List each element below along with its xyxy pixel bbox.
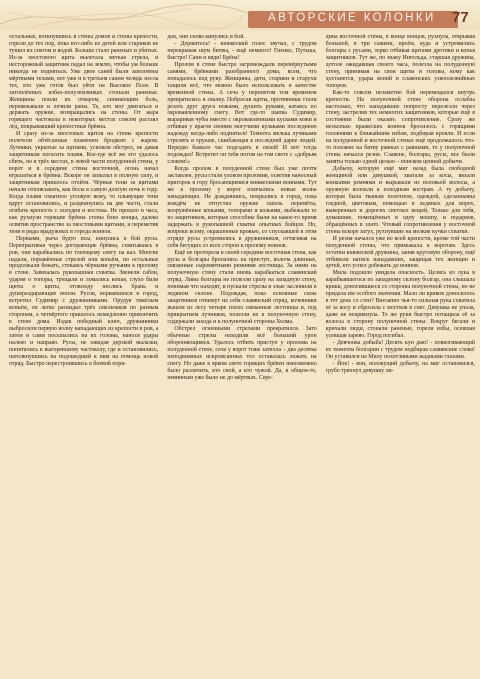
article-body xyxy=(9,34,475,675)
paragraph: Ещё не проторела в своей середине восточная стена, как русы и болгары бросились на приступ, волоча длинные, связанные сыромятными ремнями лестницы. За ними на полуночную стену стали вновь карабкаться славянский отряд. Ливы болгары не полезли сразу на западную стену, понимая что находят, и пускали стрелы и злые заслонили в ледяном склоне. Подождав, пока основные силы защитников отнимут на себя славянский отряд, кочевники вышли из лесу четыре плохо связанные лестницы и, под прикрытием лучников, полезли их к полуночную стену, содержали захода и к полуночной стороны Холма. xyxy=(167,249,317,326)
paragraph: Мила подошло увидела опасность. Целясь из лука в карабкавшегося по западному склону болгар, она слышала крики, доносившиеся со стороны полуночной стены, но не придала им особого значения. Мало ли кривов доносилось в тот день со стен? Внезапно чья-то сильная рука схватила её за косу и сбросила с мостков в снег. Девушка не упала, даже не вскрикнула. Те же руки быстро потащила её за волосы в сторону полуночной стены. Вокруг бегали и кричали люди, стонали раненые, горели избы, осевшая усевшая зарево. Город погибал. xyxy=(325,270,475,339)
page-header xyxy=(0,0,480,30)
column-2 xyxy=(167,34,316,675)
paragraph: - Девчонка добыба! Десять кун даю! - повизгивающий из темноты болгарин с трудом подбирая славянские слова! Он уставился на Милу похотливыми жадными глазами. xyxy=(325,339,475,360)
paragraph: И резня начался уже во всей крепости, кроме той части полуденной стены, что примыкала к воротам. Здесь остатки княжеской дружины, заняв круговую оборону, ещё отбивали натиск нападавших, защищая тех женщин и детей, кто успел добежать до воинов. xyxy=(325,235,475,270)
paragraph: Когда пролом в полуденной стене был уже почти заставлен, русы стали уловом проломив, осветив наносный пригорок в гору бросающимися княжескими воинами. Тут же к пролому у ворот помчались новые волна нападающих. Не дождавшись, покрылись в город, пока вождём не отпустил оружие сквозь перемёты, вооружённые копьями, топорами и кольями, выбежали те из защитников, которые способны были на какое-то время задержать в рукопашной схватке опытных бойцов. Но, вопреки всему, окрашенные кровью, со спускавшей в этом отряде русы устремились в дружинников, оттягивая на себя бегущих со всех сторон к пролому воинов. xyxy=(167,166,317,249)
paragraph: Пролом в стене быстро загромождали перевёрнутыми санями, брёвнами разобранного дома, всем, что попадалось под руку. Женщины, дети, старики и старухи тащили всё, что можно было использовать в качестве временной стены. А сеча у переметом тем временем превратилась в свалку. Побросав щиты, противники стали резать друг друга ножами, душить руками, катаясь по окровавленному снегу. Вот где-то шапка Судимир, выраривая чубы вместе с окровавленными кусками кожи и отбивая у врагов своими могучими кулаками последнюю надежду когда-либо подняться! Темнота мелька лучиками стрелять в оруьше, сшибающая к последней дарке людей. Нередко бывало час подгадать в своей! И вот тогда подождал! Встретит он тебя потом на том свете с «добрым словом!» xyxy=(167,61,317,166)
paragraph: дина восточной стены, в конце концов, рухнула, открывая большой, в три сажени, проём, куда и устремились болгары с русами, зорко отбивая щитами дротики и копья защитников. Тут же, по знаку Ингельда, старшая дружина, дотоле ожидавшая своего часа, полезла на полуденную стену, принимая на свои щиты и головы, кому как достанется, удары копий и славенских узкоолезвийных топоров. xyxy=(325,34,475,89)
section-title: АВТОРСКИЕ КОЛОНКИ xyxy=(268,12,436,24)
paragraph: док, они снова кинулись в бой. xyxy=(167,34,245,40)
paragraph: остальные, воткнувшись в стены домов и стены крепости, горели до тех пор, пока кто-либо из детей или стариков не тушил их снегом и водой. Больше стало раненых и убитых. Из-за хвостового щита вылетала меткая стрела, и несторожный защитник падал на землю, чтобы уж больше никогда не подняться. Уже двое саней были заполнены мёртвыми телами, вот уже и в третьем санем челядь несла тех, кто уже готов был уйти на Высокое Поле. В хатоплённых избах-полуземлянках стонали раненые. Женщины поили их отваром, снимающим боль, перевязывали и лечили раны. Те, кто мог двигаться и держать оружие, возвращались на стены. От жара горящего частокола в некоторых местах совсем растаял лёд, покрывавший крепостные брёвна. xyxy=(9,34,159,131)
page-number: 77 xyxy=(452,9,469,26)
column-3 xyxy=(326,34,475,675)
paragraph: Как-то совсем незаметно бой перемещался внутрь крепости. На полуночной стене оборона ослабла настолько, что нападавшие попросту перелезли через стену, застрелив тех немногих защитников, которые ещё в состоянии были оказать сопротивление. Сразу же несколько вражеских воинов бросилось с горящими головнями к ближайшим избам, подбирая кровли. И если на полуденной и восточной стенах ещё продолжалось что-то похожее на битву равных с равными, то у полуночной стены начался резня. Славене, болгары, русы, все были заняты только одной целью – поиском ценной добычи. xyxy=(325,89,475,166)
paragraph: Обстрел огненными стрелами прекратился. Зато обычные стрелы находили всё больший урон обороняющимся. Удалось отбить приступ у пролома на полуденной стене, сеча у ворот тоже затихла – два десятка неподвижных искромсанных тел оставалась лежать на снегу. Но даже в ярком свете горящих брёвен невозможно было различить, кто свой, а кто чужой. Да, в общем-то, невинным уже было не до мёртвых. Серe- xyxy=(167,326,317,381)
paragraph: Первыми, рыча будто псы, кинулись в бой русы. Перепрыгивая через догорающие брёвна, схватываясь в ров, они карабкались по тлеющему снегу на вал. Многие падали, поражённые стрелой или копьём, но остальные продолжали бежать, стекаясь чёрными ручьями к пролому в стене. Завязалась рукопашная схватка. Звенели сабли, ударяя о топоры, трещали и ломались копья, глухо били щиты о щиты, отовсюду неслись брань и душераздирающие вопли. Русов, ворвавшихся в город, встретил Судимир с дружинниками. Орудуя тяжёлым копьём, он легко раскидал трёх смельчаков по разным сторонам, а четвёртого пришлось немедленно прикончить в стене дома. Издав победный клич, дружинники выбросили первую волну нападающих из крепости в ров, а затем и сами посыпались на их головы, нанося удары налево и направо. Русы, не ожидая дерзкой вылазки, попятились к выгоревшему частоколу, где и остановились, натолкнувшись на подошедшей к ним на помощь новой отряд. Быстро перестроившись в боевой поря- xyxy=(9,235,159,367)
paragraph: И сразу из-за хвостовых щитов на стены крепости полетели обтёсанные пламенем бродкою с жаром. Лучники, укрытые за щитами, усилили обстрел, не давая защитникам погасить пламя. Кое-где всё же его удалось сбить, но в трёх местах, в левой части полуденной стены, у ворот и в середине стены восточной, огонь начал вгрызаться в брёвна. Вскоре он запылал в полную силу, и защитникам пришлось отойти. Чёрные тени за щитами начали отплясывать, как бесы в самую долгую ночь в году. Когда пламя охватило угловую вежу, то плывущие тени вдруг остановились, и раздвинулись на две части, стали огибать крепость с полудня и востока. Не прошло и часа, как рухнули горящие брёвна стены близ концы, далеко освятив пространство за хвостовыми щитами, и переметив тени в ряды врадужных в города воинов. xyxy=(9,131,159,235)
column-1 xyxy=(9,34,158,675)
paragraph: Добычу, которую ещё миг назад была свободной женщиной или девушкой, хватали за косы, вязали конкьими ремнями и вырывали из воловьей волосы, а оружную волокли к походным кострам. А ту добычу, которая была тканым полотном, одеждой, сделаннаяна гледной, цветовым, помощью в ледяных для ворох, выверенных и дорогих светлых вещей, Только для тебя, домашние, помещённых в одну мошну, и подарков, обращённых в злато. Чтовый сопротивления у восточной стены вскоре затух, рухнувшие на мелкие кучки схватки. xyxy=(325,166,475,235)
paragraph: - Йок! - вон, волокущий добычу, на миг остановился, грубо тряхнул девушку ли- xyxy=(325,360,475,374)
paragraph: - Держитесь! - княжеский голос звучал, с трудом перекрывая шум битвы, - ещё немного! Гненко, Путьша, быстро! Сани и вяди! Брёна! xyxy=(167,40,317,61)
